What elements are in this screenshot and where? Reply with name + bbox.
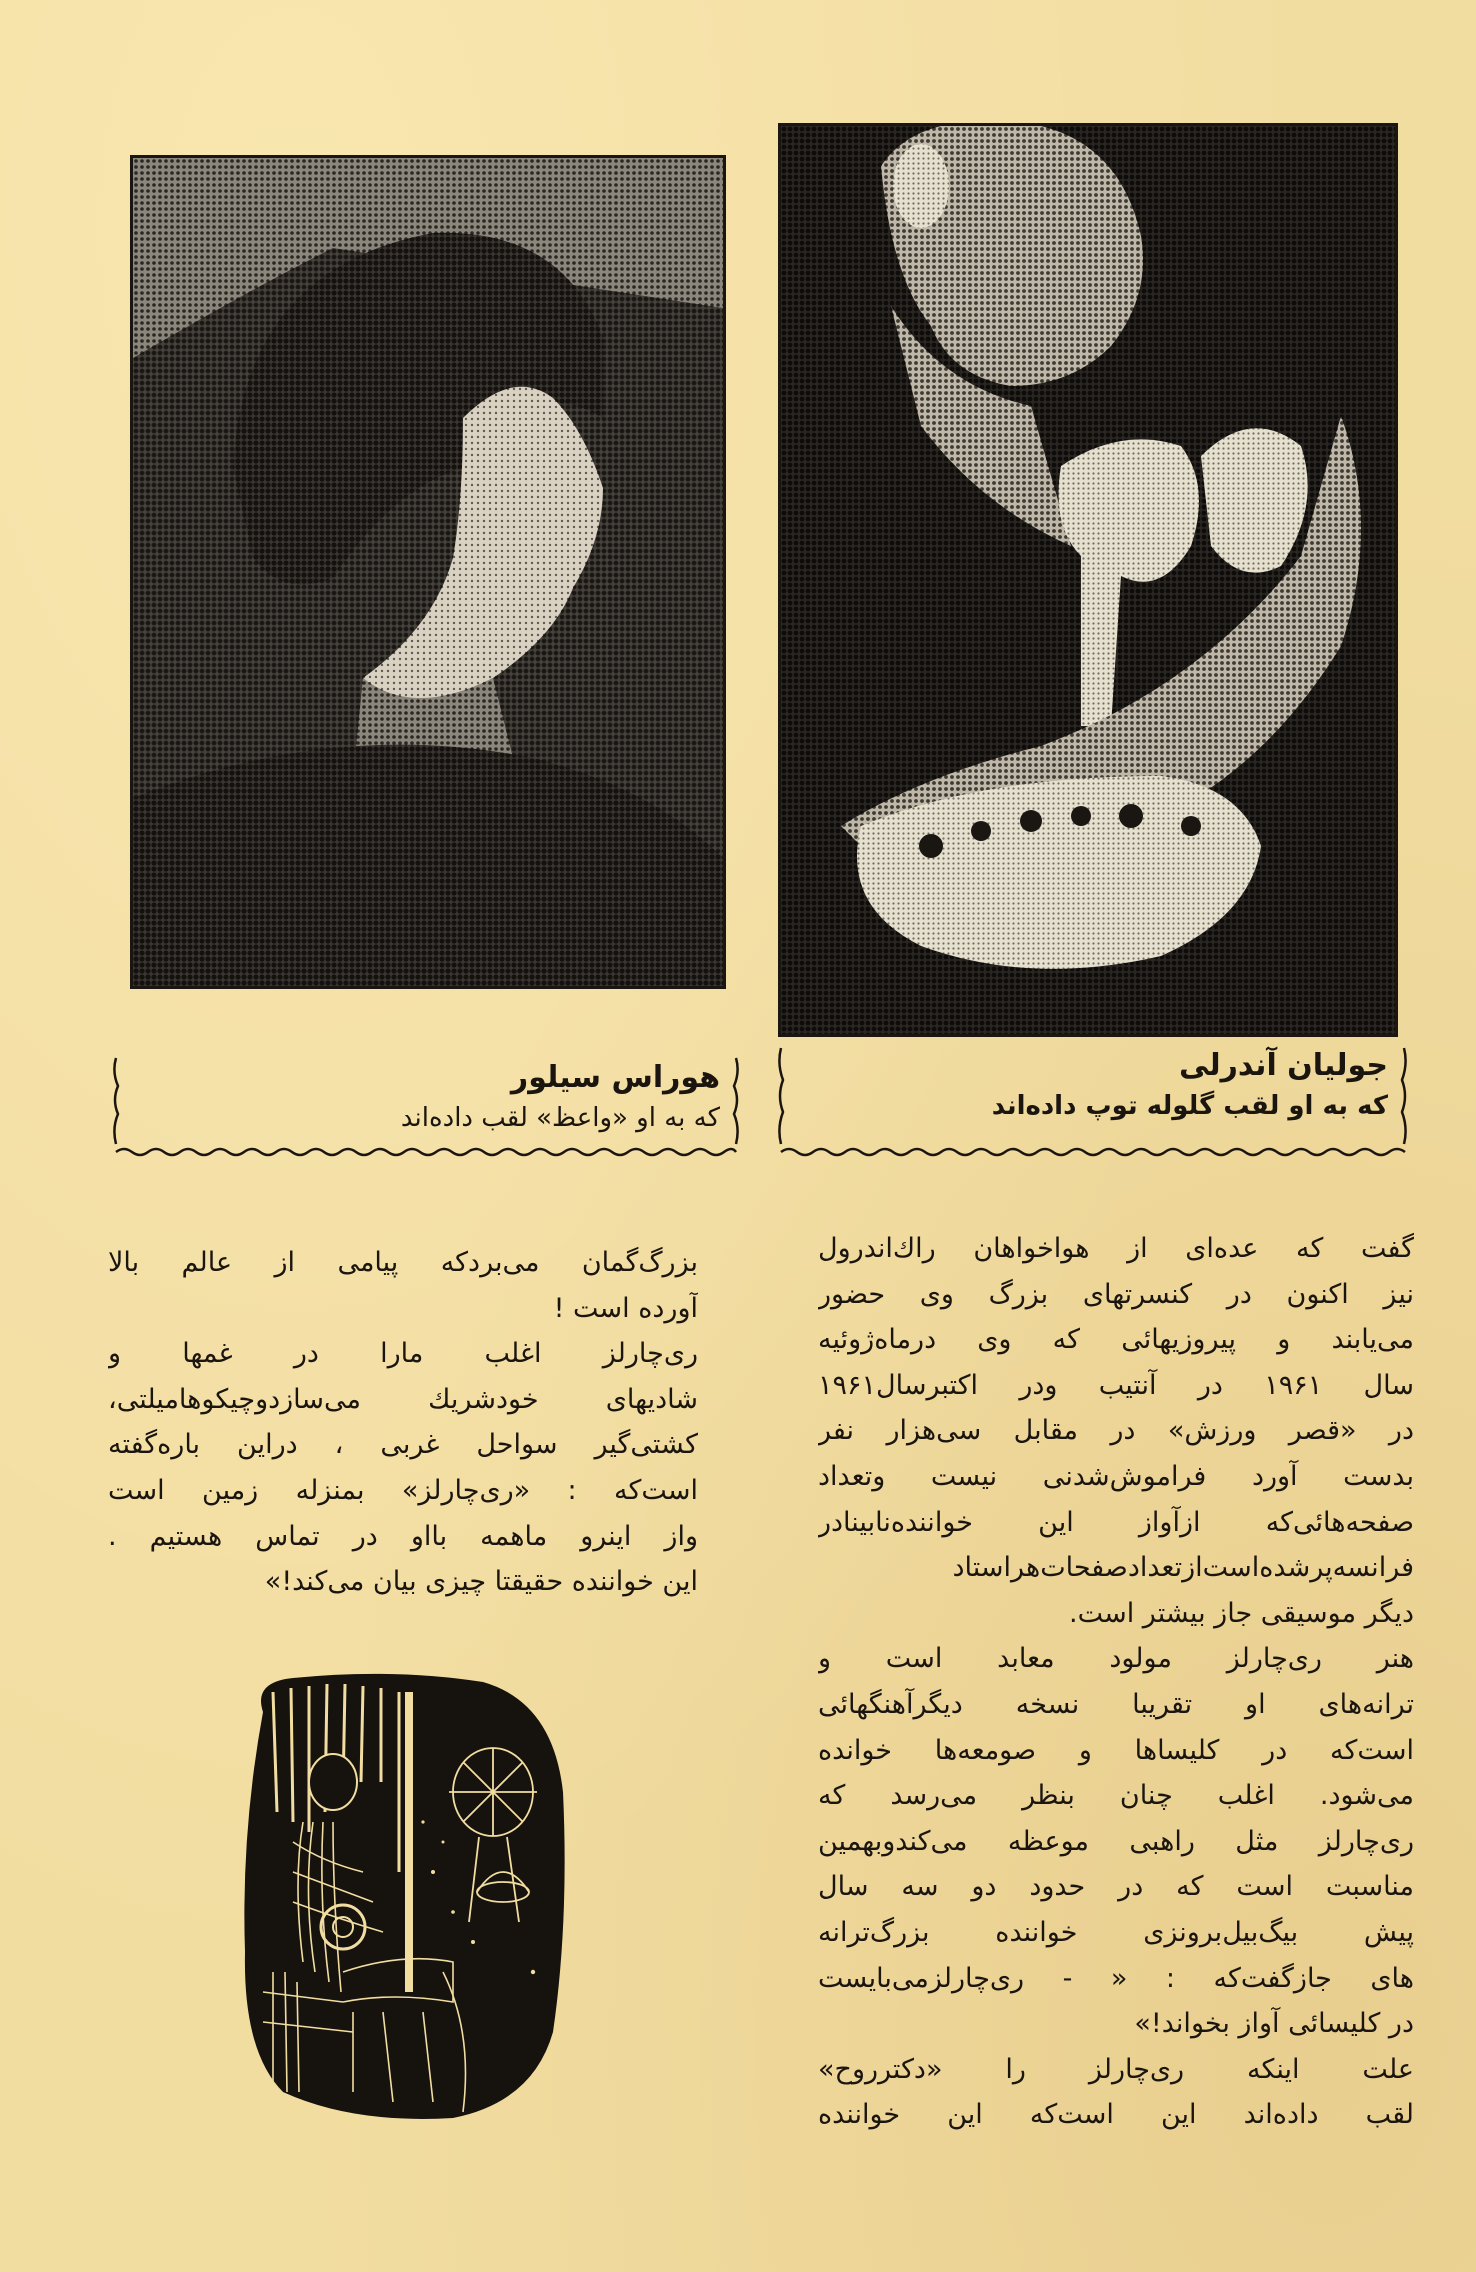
caption-subtitle: که به او لقب گلوله توپ داده‌اند — [991, 1091, 1388, 1121]
text-line: واز اینرو ماهمه باا‌و در تماس هستیم . — [108, 1520, 698, 1552]
text-line: بزرگ‌گمان می‌بردکه پیامی از عالم بالا — [108, 1247, 698, 1278]
text-line: مناسبت است که در حدود دو سه سال — [818, 1871, 1414, 1903]
julian-adderley-photo — [778, 123, 1398, 1037]
text-line: نیز اکنون در کنسرتهای بزرگ وی حضور — [818, 1278, 1414, 1310]
text-line: ری‌چارلز اغلب مارا در غمها و — [108, 1338, 698, 1370]
text-line: است‌که در کلیساها و صومعه‌ها خوانده — [818, 1734, 1414, 1766]
text-line: در کلیسائی آواز بخواند!» — [1134, 2008, 1414, 2040]
text-line: در «قصر ورزش» در مقابل سی‌هزار نفر — [818, 1415, 1414, 1447]
text-line: دیگر موسیقی جاز بیشتر است. — [1069, 1597, 1414, 1629]
horace-silver-photo — [130, 155, 726, 989]
text-line: صفحه‌هائی‌که ازآواز این خواننده‌نابینادر — [818, 1506, 1414, 1538]
text-line: این خواننده حقیقتا چیزی بیان می‌کند!» — [264, 1566, 698, 1598]
text-line: کشتی‌گیر سواحل غربی ، دراین باره‌گفته — [108, 1429, 698, 1461]
right-text-column — [818, 1226, 1414, 2138]
text-line: می‌یابند و پیروزیهائی که وی درماه‌ژوئیه — [818, 1324, 1414, 1356]
text-line: پیش بیگ‌بیل‌برونزی خواننده بزرگ‌ترانه — [818, 1916, 1414, 1948]
text-line: ری‌چارلز مثل راهبی موعظه می‌کندوبهمین — [818, 1825, 1414, 1857]
text-line: شادیهای خودشریك می‌سازدوچیکوهامیلتی، — [108, 1383, 698, 1415]
text-line: بدست آورد فراموش‌شدنی نیست وتعداد — [818, 1460, 1414, 1492]
caption-subtitle: که به او «واعظ» لقب داده‌اند — [400, 1103, 720, 1133]
caption-name: هوراس سیلور — [510, 1060, 720, 1095]
text-line: فرانسه‌پرشده‌است‌ازتعدادصفحات‌هراستاد — [952, 1552, 1414, 1584]
horace-silver-caption — [110, 1052, 742, 1160]
text-line: می‌شود. اغلب چنان بنظر می‌رسد که — [818, 1780, 1414, 1812]
text-line: آورده است ! — [553, 1292, 698, 1324]
text-line: لقب داده‌اند این است‌که این خواننده — [818, 2099, 1414, 2131]
text-line: سال ۱۹۶۱ در آنتیب ودر اکتبرسال۱۹۶۱ — [818, 1369, 1414, 1401]
left-text-column — [108, 1240, 698, 1605]
julian-adderley-caption — [775, 1040, 1410, 1158]
woodcut-illustration — [233, 1672, 569, 2122]
text-line: هنر ری‌چارلز مولود معابد است و — [818, 1643, 1414, 1675]
text-line: های جازگفت‌که : « - ری‌چارلزمی‌بایست — [818, 1962, 1414, 1994]
caption-name: جولیان آندرلی — [1178, 1048, 1388, 1083]
text-line: است‌که : «ری‌چارلز» بمنزله زمین است — [108, 1474, 698, 1506]
text-line: علت اینکه ری‌چارلز را «دکترروح» — [818, 2053, 1414, 2085]
text-line: گفت که عده‌ای از هواخواهان راك‌اندرول — [818, 1233, 1414, 1264]
text-line: ترانه‌های او تقریبا نسخه دیگرآهنگهائی — [818, 1688, 1414, 1720]
